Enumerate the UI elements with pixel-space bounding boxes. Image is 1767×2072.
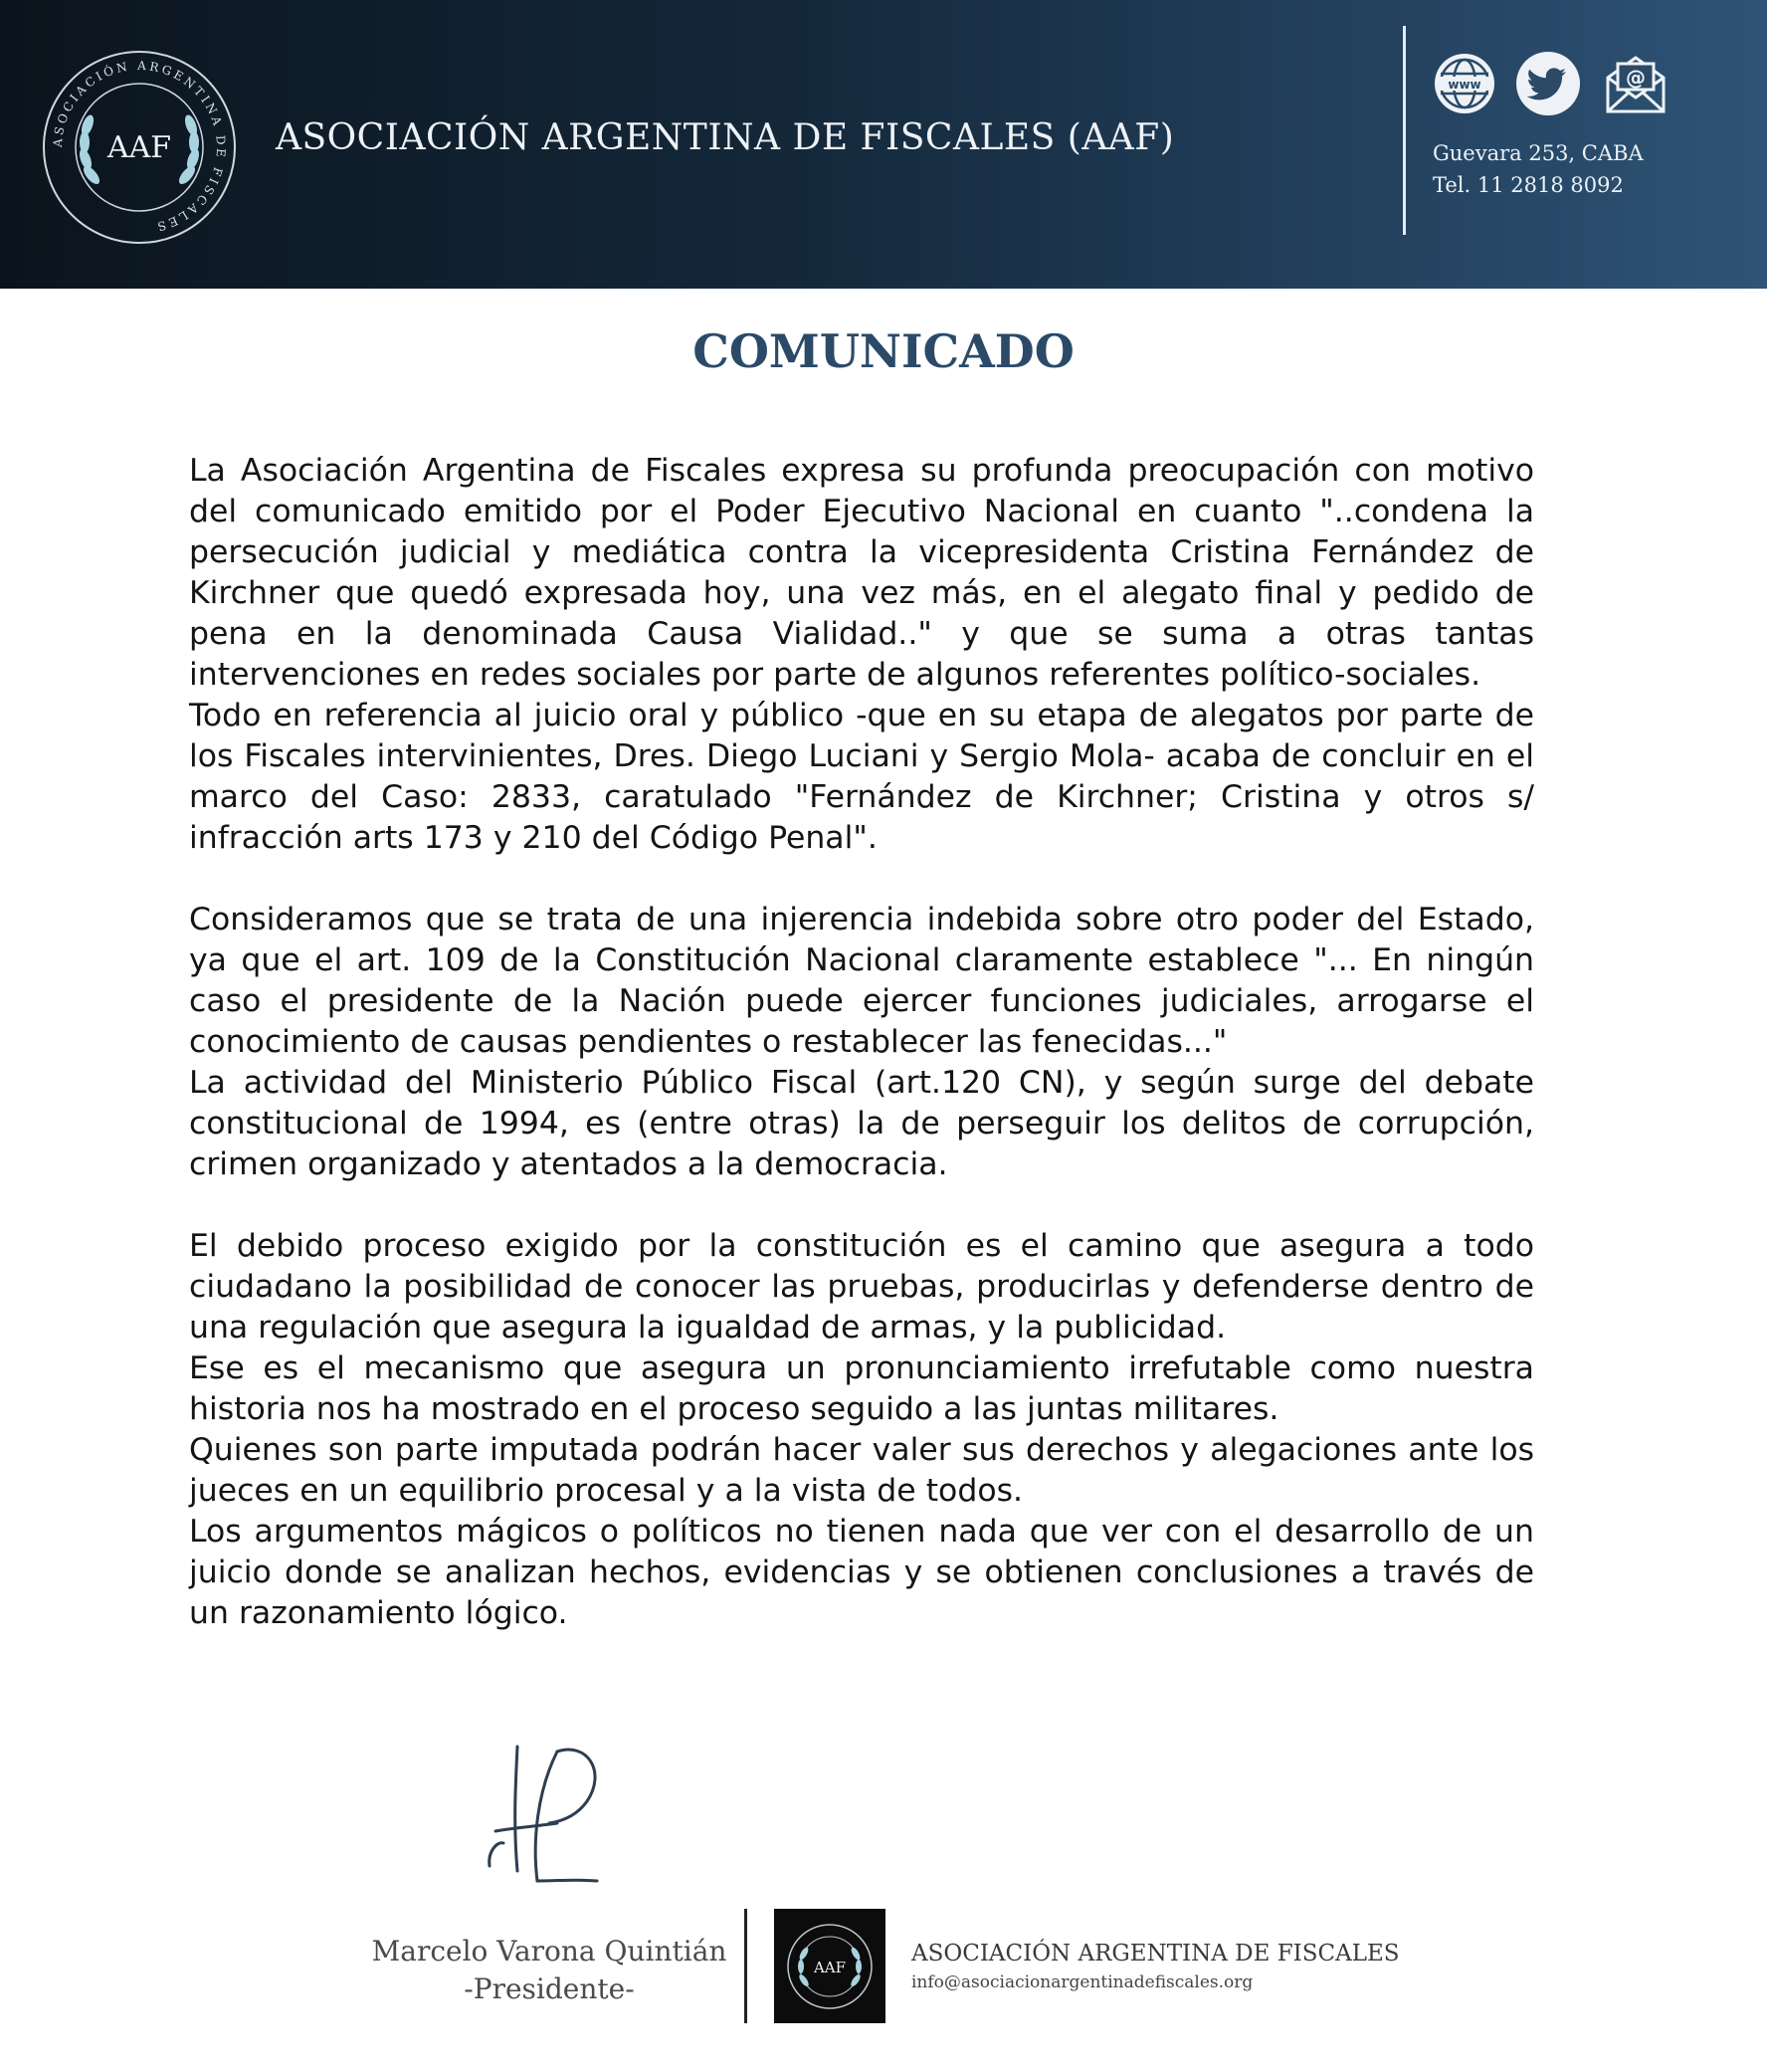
handwritten-signature <box>478 1732 627 1901</box>
body-paragraph: Consideramos que se trata de una injerencia indebida sobre otro poder del Estado, ya que el art. 109 de la Constitución Nacional claramente establece "... En ningún caso el presidente de la Nación puede ejercer funciones judiciales, arrogarse el conocimiento de causas pendientes o restablecer las fenecidas..." <box>189 902 1534 1060</box>
paragraph-gap <box>189 859 1534 900</box>
footer-email[interactable]: info@asociacionargentinadefiscales.org <box>911 1972 1254 1992</box>
header-divider <box>1403 26 1406 235</box>
body-paragraph: Los argumentos mágicos o políticos no tienen nada que ver con el desarrollo de un juicio donde se analizan hechos, evidencias y se obtienen conclusiones a través de un razonamiento lógico. <box>189 1514 1534 1631</box>
body-paragraph: La actividad del Ministerio Público Fiscal (art.120 CN), y según surge del debate constitucional de 1994, es (entre otras) la de perseguir los delitos de corrupción, crimen organizado y atentados a la democracia. <box>189 1065 1534 1182</box>
body-paragraph: El debido proceso exigido por la constitución es el camino que asegura a todo ciudadano la posibilidad de conocer las pruebas, producirlas y defenderse dentro de una regulación que asegura la igualdad de armas, y la publicidad. <box>189 1228 1534 1346</box>
footer-logo-initials: AAF <box>813 1959 847 1976</box>
body-paragraph: Ese es el mecanismo que asegura un pronunciamiento irrefutable como nuestra historia nos ha mostrado en el proceso seguido a las juntas militares. <box>189 1350 1534 1427</box>
footer-aaf-logo <box>774 1909 885 2023</box>
header-banner <box>0 0 1767 289</box>
aaf-logo <box>40 48 239 247</box>
contact-phone: Tel. 11 2818 8092 <box>1433 173 1624 197</box>
footer-logo-box <box>774 1909 885 2023</box>
paragraph-gap <box>189 1185 1534 1226</box>
signer-role: -Presidente- <box>464 1972 635 2005</box>
body-paragraph: Todo en referencia al juicio oral y público -que en su etapa de alegatos por parte de los Fiscales intervinientes, Dres. Diego Luciani y Sergio Mola- acaba de concluir en el marco del Caso: 2833, caratulado "Fernández de Kirchner; Cristina y otros s/ infracción arts 173 y 210 del Código Penal". <box>189 698 1534 856</box>
signer-name: Marcelo Varona Quintián <box>371 1935 727 1968</box>
footer-divider <box>744 1909 747 2023</box>
footer-org-name: ASOCIACIÓN ARGENTINA DE FISCALES <box>911 1941 1400 1967</box>
globe-icon-label: www <box>1448 78 1481 92</box>
email-icon-label: @ <box>1626 66 1646 90</box>
header-title: ASOCIACIÓN ARGENTINA DE FISCALES (AAF) <box>276 117 1175 158</box>
document-title: COMUNICADO <box>692 324 1075 378</box>
twitter-bird-icon[interactable] <box>1512 48 1584 119</box>
email-envelope-icon[interactable] <box>1600 48 1671 119</box>
globe-www-icon[interactable] <box>1429 48 1500 119</box>
signer-block <box>370 1933 728 2008</box>
contact-address: Guevara 253, CABA <box>1433 141 1644 165</box>
document-body <box>189 451 1534 1634</box>
logo-initials: AAF <box>106 130 172 165</box>
body-paragraph: La Asociación Argentina de Fiscales expresa su profunda preocupación con motivo del comunicado emitido por el Poder Ejecutivo Nacional en cuanto "..condena la persecución judicial y mediática contra la vicepresidenta Cristina Fernández de Kirchner que quedó expresada hoy, una vez más, en el alegato final y pedido de pena en la denominada Causa Vialidad.." y que se suma a otras tantas intervenciones en redes sociales por parte de algunos referentes político-sociales. <box>189 453 1534 693</box>
body-paragraph: Quienes son parte imputada podrán hacer valer sus derechos y alegaciones ante los jueces en un equilibrio procesal y a la vista de todos. <box>189 1432 1534 1509</box>
logo-ring-text: ASOCIACIÓN ARGENTINA DE FISCALES <box>50 58 229 235</box>
